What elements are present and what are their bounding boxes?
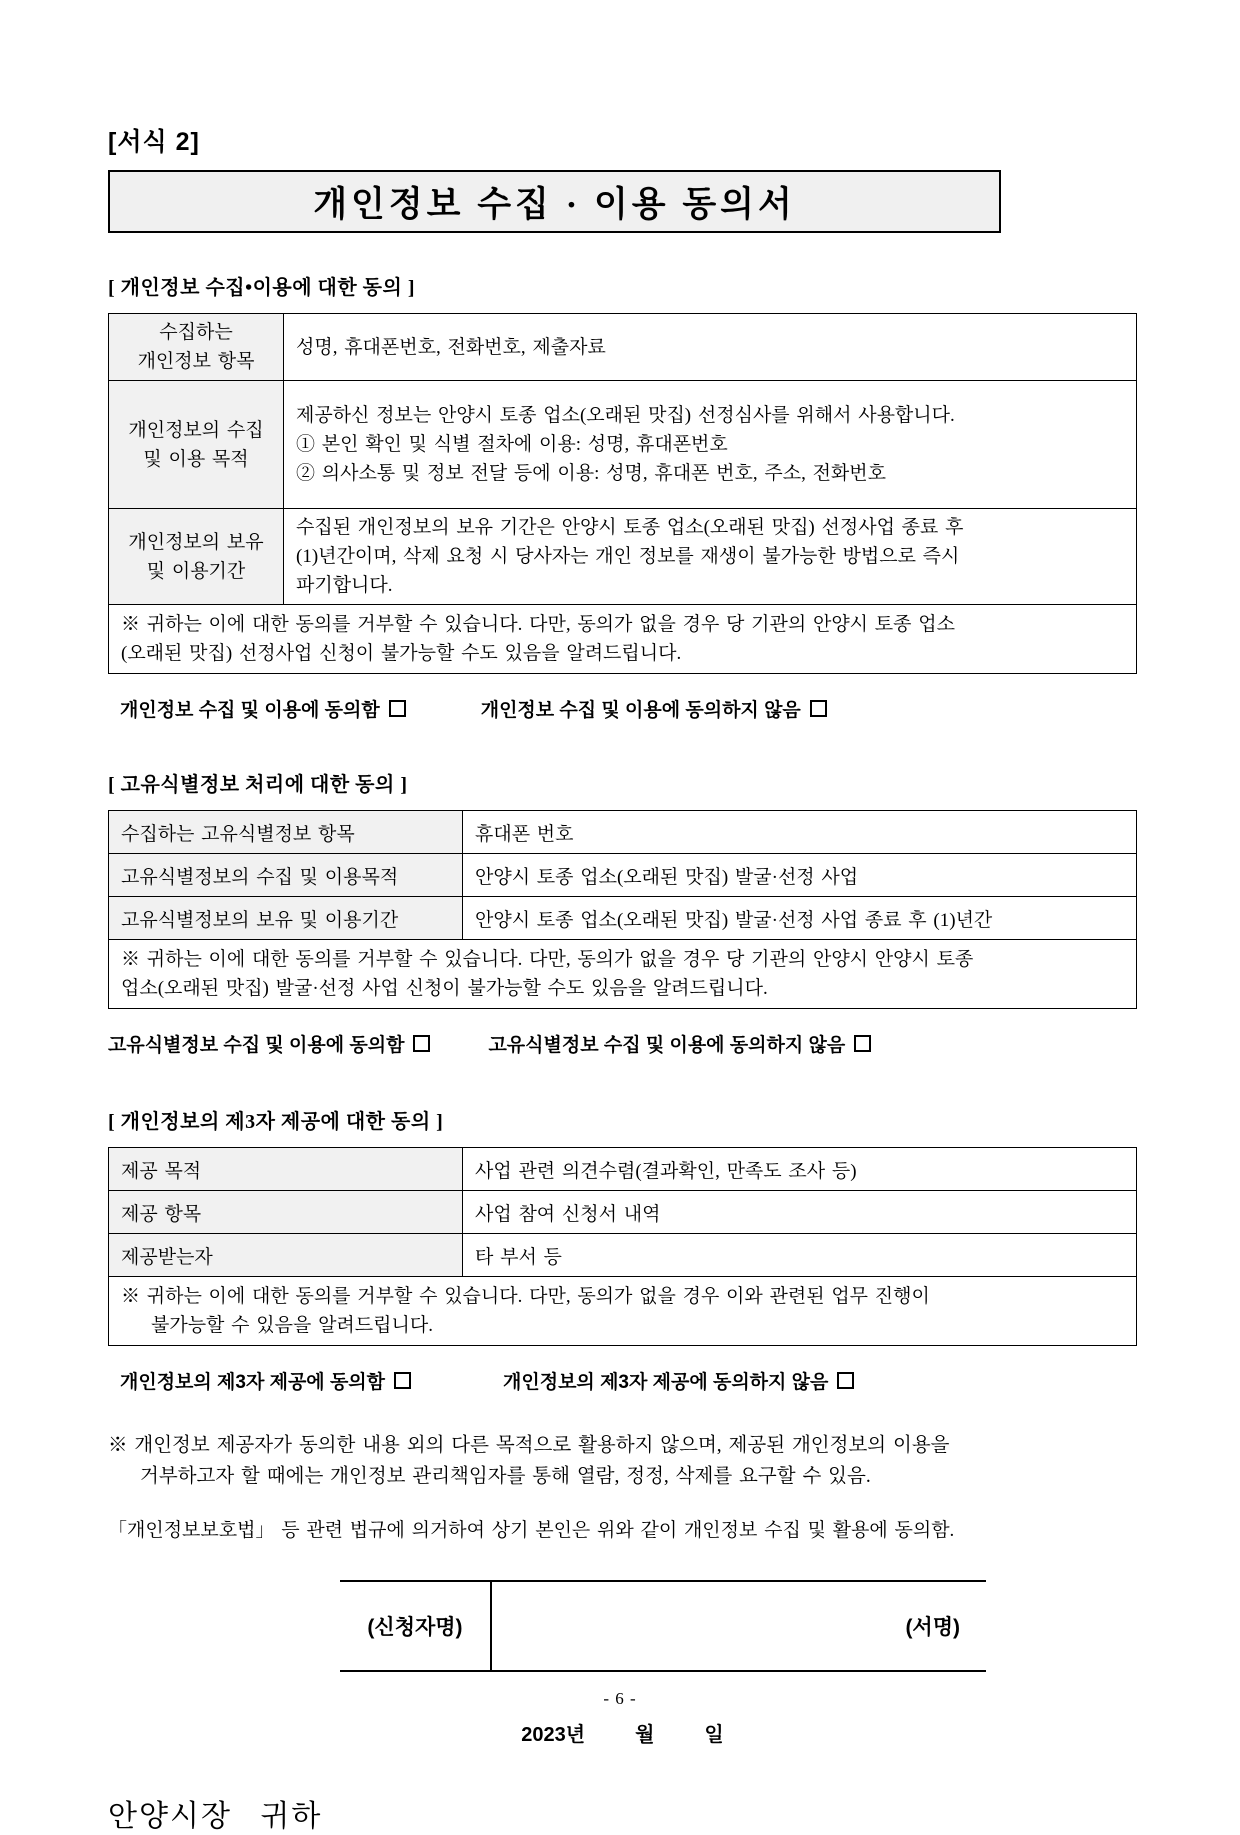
section3-disagree-option: [503, 1367, 854, 1394]
row-value-provide-purpose: 사업 관련 의견수렴(결과확인, 만족도 조사 등): [463, 1148, 1137, 1191]
table-row: [109, 1277, 1137, 1346]
law-consent-statement: 「개인정보보호법」 등 관련 법규에 의거하여 상기 본인은 위와 같이 개인정보 수집 및 활용에 동의함.: [108, 1520, 955, 1541]
table-row: [109, 897, 1137, 940]
section2-disagree-label: 고유식별정보 수집 및 이용에 동의하지 않음: [488, 1035, 846, 1056]
table-row: [109, 811, 1137, 854]
section3-disagree-checkbox[interactable]: [837, 1372, 854, 1389]
usage-restriction-note: ※ 개인정보 제공자가 동의한 내용 외의 다른 목적으로 활용하지 않으며, 제공된 개인정보의 이용을 거부하고자 할 때에는 개인정보 관리책임자를 통해 열람, 정정, 삭제를 요구할 수 있음.: [108, 1435, 950, 1487]
table-row: [109, 1191, 1137, 1234]
signature-box: [340, 1580, 986, 1672]
row-label-unique-purpose: 고유식별정보의 수집 및 이용목적: [109, 854, 463, 897]
row-value-unique-purpose: 안양시 토종 업소(오래된 맛집) 발굴·선정 사업: [463, 854, 1137, 897]
document-title-box: [108, 170, 1001, 233]
applicant-name-label: (신청자명): [367, 1616, 463, 1639]
recipient-line: 안양시장 귀하: [108, 1800, 323, 1833]
section2-heading: [ 고유식별정보 처리에 대한 동의 ]: [108, 774, 408, 796]
section3-heading: [ 개인정보의 제3자 제공에 대한 동의 ]: [108, 1111, 444, 1133]
section2-agree-checkbox[interactable]: [413, 1035, 430, 1052]
table-row: [109, 314, 1137, 381]
table-row: [109, 1234, 1137, 1277]
form-number-label: [서식 2]: [108, 128, 200, 156]
row-value-provide-items: 사업 참여 신청서 내역: [463, 1191, 1137, 1234]
table-row: [109, 1148, 1137, 1191]
section3-agree-label: 개인정보의 제3자 제공에 동의함: [120, 1372, 386, 1393]
row-value-purpose: 제공하신 정보는 안양시 토종 업소(오래된 맛집) 선정심사를 위해서 사용합니다. ① 본인 확인 및 식별 절차에 이용: 성명, 휴대폰번호 ② 의사소통 및 정보 전달 등에 이용: 성명, 휴대폰 번호, 주소, 전화번호: [284, 381, 1137, 509]
row-value-collected-items: 성명, 휴대폰번호, 전화번호, 제출자료: [284, 314, 1137, 381]
section1-refusal-note: ※ 귀하는 이에 대한 동의를 거부할 수 있습니다. 다만, 동의가 없을 경우 당 기관의 안양시 토종 업소 (오래된 맛집) 선정사업 신청이 불가능할 수도 있음을 알려드립니다.: [109, 605, 1137, 674]
applicant-name-cell: [340, 1582, 492, 1670]
section3-agree-option: [120, 1367, 411, 1394]
section2-table: [108, 810, 1137, 1009]
section2-disagree-option: [488, 1030, 871, 1057]
section3-consent-row: [108, 1367, 1137, 1394]
row-value-provide-recipient: 타 부서 등: [463, 1234, 1137, 1277]
table-row: [109, 381, 1137, 509]
row-label-unique-items: 수집하는 고유식별정보 항목: [109, 811, 463, 854]
document-title: 개인정보 수집 · 이용 동의서: [313, 184, 796, 224]
date-line: 2023년 월 일: [521, 1724, 724, 1746]
section3-disagree-label: 개인정보의 제3자 제공에 동의하지 않음: [503, 1372, 829, 1393]
section2-refusal-note: ※ 귀하는 이에 대한 동의를 거부할 수 있습니다. 다만, 동의가 없을 경우 당 기관의 안양시 안양시 토종 업소(오래된 맛집) 발굴·선정 사업 신청이 불가능할 수도 있음을 알려드립니다.: [109, 940, 1137, 1009]
section1-table: [108, 313, 1137, 674]
section1-agree-checkbox[interactable]: [389, 700, 406, 717]
row-label-purpose: 개인정보의 수집 및 이용 목적: [109, 381, 284, 509]
section1-heading: [ 개인정보 수집•이용에 대한 동의 ]: [108, 277, 415, 299]
table-row: [109, 509, 1137, 605]
row-value-unique-items: 휴대폰 번호: [463, 811, 1137, 854]
section2-consent-row: [108, 1030, 1137, 1057]
section1-disagree-label: 개인정보 수집 및 이용에 동의하지 않음: [480, 700, 801, 721]
section2-agree-option: [108, 1030, 430, 1057]
page-number: - 6 -: [603, 1689, 637, 1708]
row-label-retention: 개인정보의 보유 및 이용기간: [109, 509, 284, 605]
table-row: [109, 854, 1137, 897]
row-value-retention: 수집된 개인정보의 보유 기간은 안양시 토종 업소(오래된 맛집) 선정사업 종료 후 (1)년간이며, 삭제 요청 시 당사자는 개인 정보를 재생이 불가능한 방법으로 즉시 파기합니다.: [284, 509, 1137, 605]
row-label-provide-recipient: 제공받는자: [109, 1234, 463, 1277]
section1-disagree-checkbox[interactable]: [810, 700, 827, 717]
section3-agree-checkbox[interactable]: [394, 1372, 411, 1389]
table-row: [109, 940, 1137, 1009]
section3-table: [108, 1147, 1137, 1346]
row-label-provide-items: 제공 항목: [109, 1191, 463, 1234]
table-row: [109, 605, 1137, 674]
section1-disagree-option: [481, 695, 827, 722]
row-label-collected-items: 수집하는 개인정보 항목: [109, 314, 284, 381]
section1-agree-option: [120, 695, 406, 722]
section1-agree-label: 개인정보 수집 및 이용에 동의함: [120, 700, 380, 721]
section3-refusal-note: ※ 귀하는 이에 대한 동의를 거부할 수 있습니다. 다만, 동의가 없을 경우 이와 관련된 업무 진행이 불가능할 수 있음을 알려드립니다.: [109, 1277, 1137, 1346]
signature-label: (서명): [905, 1616, 960, 1639]
applicant-signature-field[interactable]: [492, 1582, 986, 1670]
section1-consent-row: [108, 695, 1137, 722]
row-value-unique-retention: 안양시 토종 업소(오래된 맛집) 발굴·선정 사업 종료 후 (1)년간: [463, 897, 1137, 940]
section2-disagree-checkbox[interactable]: [854, 1035, 871, 1052]
row-label-unique-retention: 고유식별정보의 보유 및 이용기간: [109, 897, 463, 940]
section2-agree-label: 고유식별정보 수집 및 이용에 동의함: [108, 1035, 405, 1056]
row-label-provide-purpose: 제공 목적: [109, 1148, 463, 1191]
